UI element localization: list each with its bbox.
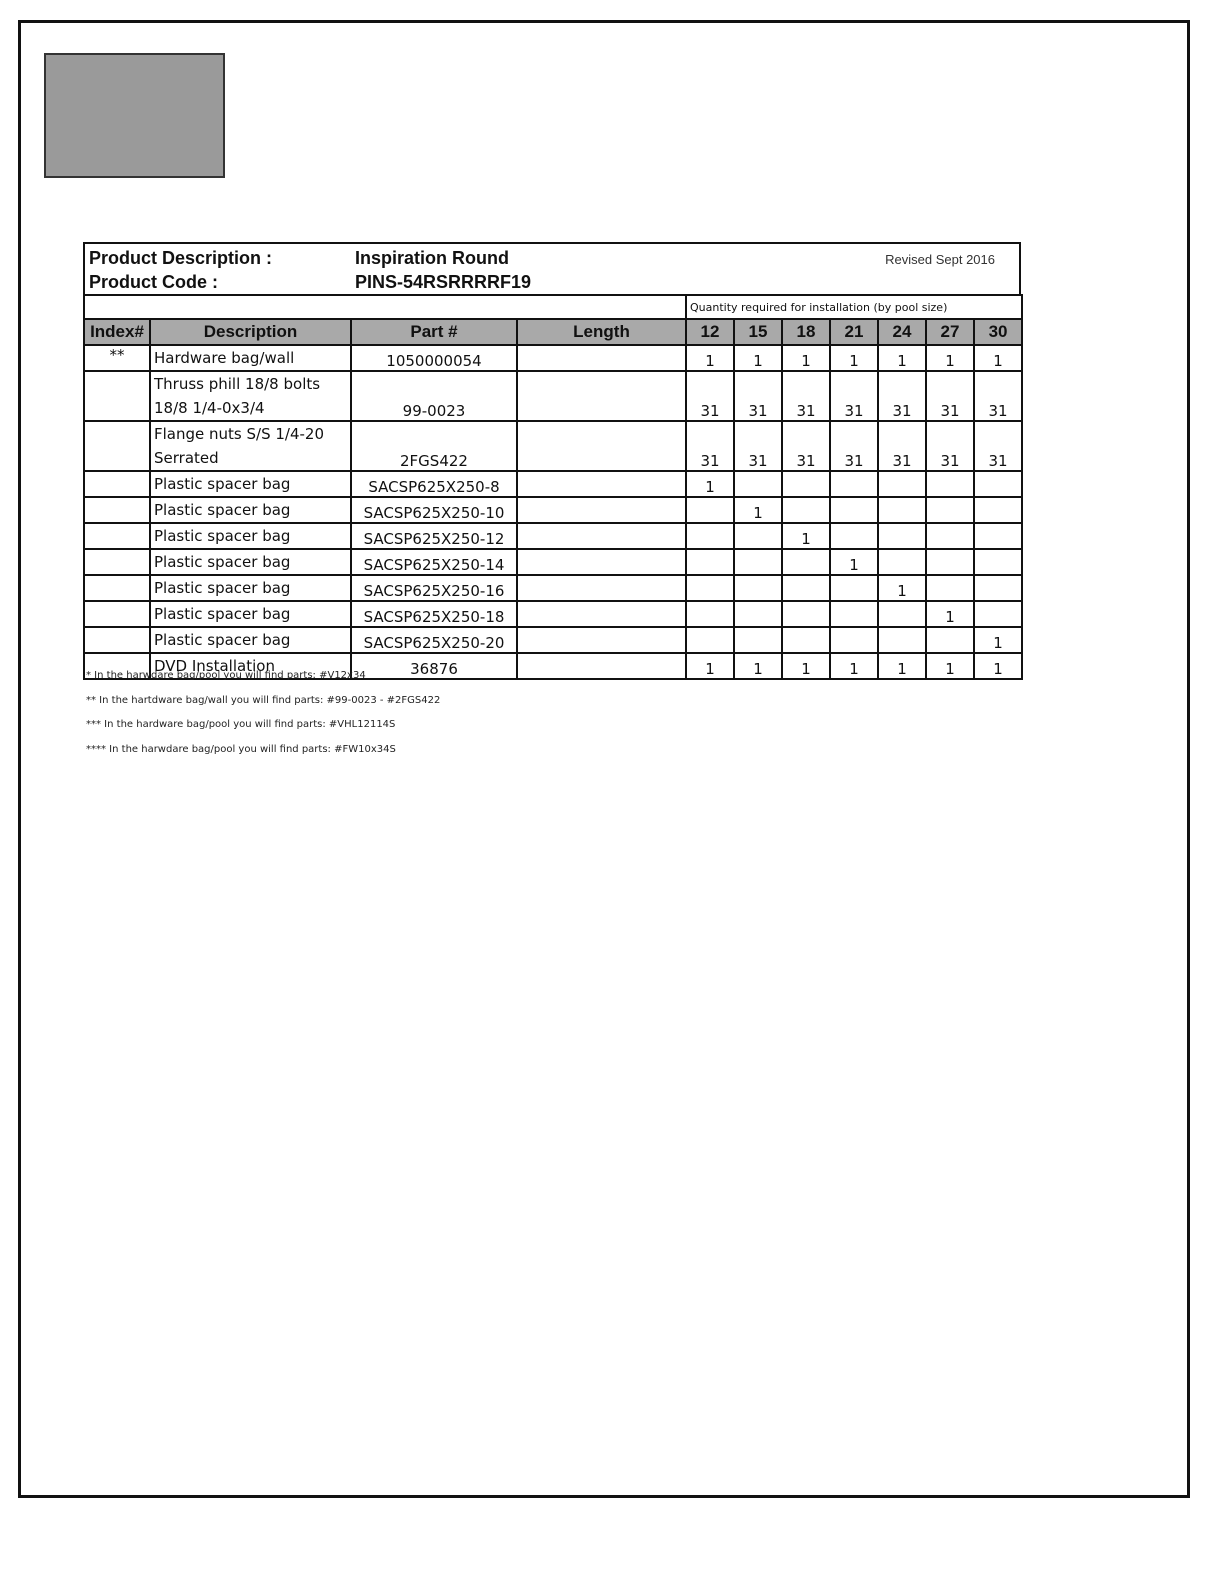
quantity-cell: 31	[686, 421, 734, 471]
table-row	[84, 497, 1022, 523]
quantity-cell: 31	[926, 421, 974, 471]
quantity-cell	[974, 601, 1022, 627]
table-row	[84, 371, 1022, 421]
length-cell	[517, 627, 686, 653]
quantity-cell	[686, 497, 734, 523]
quantity-caption: Quantity required for installation (by pool size)	[686, 295, 1022, 319]
column-header: Part #	[351, 319, 517, 345]
length-cell	[517, 653, 686, 679]
index-cell: **	[84, 345, 150, 371]
description-line: Plastic spacer bag	[154, 527, 291, 545]
quantity-cell: 1	[734, 497, 782, 523]
description-cell	[150, 471, 351, 497]
index-cell	[84, 497, 150, 523]
description-cell	[150, 345, 351, 371]
quantity-cell: 31	[926, 371, 974, 421]
quantity-cell	[734, 549, 782, 575]
quantity-cell	[782, 627, 830, 653]
quantity-cell: 1	[782, 653, 830, 679]
parts-table	[83, 294, 1023, 680]
quantity-cell: 1	[686, 345, 734, 371]
table-row	[84, 471, 1022, 497]
product-code-label: Product Code :	[89, 272, 218, 292]
quantity-cell	[878, 627, 926, 653]
description-line: Thruss phill 18/8 bolts	[154, 375, 321, 393]
quantity-cell: 1	[734, 653, 782, 679]
quantity-cell: 1	[974, 627, 1022, 653]
quantity-cell	[830, 471, 878, 497]
quantity-cell	[686, 601, 734, 627]
quantity-cell: 1	[686, 653, 734, 679]
quantity-cell	[686, 575, 734, 601]
quantity-cell: 1	[830, 653, 878, 679]
quantity-cell: 31	[878, 371, 926, 421]
part-number-cell: 2FGS422	[351, 421, 517, 471]
description-line: Plastic spacer bag	[154, 553, 291, 571]
quantity-cell: 1	[734, 345, 782, 371]
footnote: *** In the hardware bag/pool you will find parts: #VHL12114S	[86, 719, 396, 730]
quantity-cell	[782, 601, 830, 627]
description-cell	[150, 549, 351, 575]
length-cell	[517, 471, 686, 497]
footnote: **** In the harwdare bag/pool you will find parts: #FW10x34S	[86, 743, 396, 755]
logo-placeholder	[44, 53, 225, 178]
length-cell	[517, 549, 686, 575]
length-cell	[517, 575, 686, 601]
description-line: Plastic spacer bag	[154, 501, 291, 519]
quantity-cell: 31	[782, 421, 830, 471]
quantity-cell: 1	[830, 549, 878, 575]
part-number-cell: SACSP625X250-10	[351, 497, 517, 523]
quantity-cell: 1	[974, 345, 1022, 371]
part-number-cell: SACSP625X250-8	[351, 471, 517, 497]
quantity-cell: 31	[830, 371, 878, 421]
column-header: 21	[830, 319, 878, 345]
quantity-cell	[926, 471, 974, 497]
quantity-cell	[830, 601, 878, 627]
description-line: Plastic spacer bag	[154, 631, 291, 649]
quantity-cell	[878, 471, 926, 497]
quantity-cell	[782, 471, 830, 497]
description-cell	[150, 575, 351, 601]
quantity-cell: 1	[830, 345, 878, 371]
quantity-cell	[686, 523, 734, 549]
column-header: 24	[878, 319, 926, 345]
part-number-cell: 99-0023	[351, 371, 517, 421]
table-row	[84, 345, 1022, 371]
quantity-cell	[782, 549, 830, 575]
quantity-cell	[830, 575, 878, 601]
length-cell	[517, 601, 686, 627]
part-number-cell: 36876	[351, 653, 517, 679]
quantity-cell: 31	[686, 371, 734, 421]
description-cell	[150, 601, 351, 627]
quantity-cell	[734, 627, 782, 653]
index-cell	[84, 549, 150, 575]
quantity-cell	[878, 523, 926, 549]
quantity-cell: 1	[782, 345, 830, 371]
quantity-cell	[926, 549, 974, 575]
description-line: DVD Installation	[154, 657, 275, 675]
product-code-value: PINS-54RSRRRRF19	[355, 272, 532, 292]
quantity-cell: 31	[734, 421, 782, 471]
description-line: Flange nuts S/S 1/4-20	[154, 425, 324, 443]
quantity-cell: 1	[878, 575, 926, 601]
column-header: 15	[734, 319, 782, 345]
quantity-cell	[974, 497, 1022, 523]
quantity-cell	[734, 601, 782, 627]
index-cell	[84, 371, 150, 421]
description-cell	[150, 627, 351, 653]
quantity-cell: 1	[878, 653, 926, 679]
product-header	[83, 242, 1021, 294]
parts-sheet	[83, 242, 1021, 680]
part-number-cell: SACSP625X250-20	[351, 627, 517, 653]
description-line: 18/8 1/4-0x3/4	[154, 399, 265, 417]
table-row	[84, 575, 1022, 601]
length-cell	[517, 421, 686, 471]
quantity-cell	[926, 627, 974, 653]
revision-date: Revised Sept 2016	[885, 252, 995, 267]
index-cell	[84, 575, 150, 601]
quantity-cell: 31	[734, 371, 782, 421]
quantity-cell	[830, 497, 878, 523]
footnotes	[86, 668, 440, 766]
quantity-cell: 1	[878, 345, 926, 371]
description-line: Plastic spacer bag	[154, 475, 291, 493]
description-line: Plastic spacer bag	[154, 579, 291, 597]
quantity-cell	[974, 549, 1022, 575]
index-cell	[84, 471, 150, 497]
length-cell	[517, 497, 686, 523]
part-number-cell: 1050000054	[351, 345, 517, 371]
table-row	[84, 601, 1022, 627]
quantity-cell	[686, 549, 734, 575]
product-description-value: Inspiration Round	[355, 248, 509, 268]
quantity-cell	[782, 497, 830, 523]
description-cell	[150, 371, 351, 421]
quantity-cell: 1	[926, 601, 974, 627]
quantity-cell	[926, 497, 974, 523]
quantity-cell: 31	[782, 371, 830, 421]
quantity-cell	[734, 575, 782, 601]
table-row	[84, 421, 1022, 471]
index-cell	[84, 601, 150, 627]
description-cell	[150, 421, 351, 471]
description-line: Serrated	[154, 449, 219, 467]
table-row	[84, 549, 1022, 575]
product-description-label: Product Description :	[89, 248, 273, 268]
column-header: 27	[926, 319, 974, 345]
description-cell	[150, 497, 351, 523]
footnote: * In the harwdare bag/pool you will find parts: #V12x34	[86, 670, 366, 681]
description-line: Hardware bag/wall	[154, 349, 295, 367]
quantity-cell	[974, 575, 1022, 601]
caption-spacer	[84, 295, 686, 319]
quantity-cell	[686, 627, 734, 653]
length-cell	[517, 371, 686, 421]
column-header: Length	[517, 319, 686, 345]
part-number-cell: SACSP625X250-16	[351, 575, 517, 601]
column-header: 12	[686, 319, 734, 345]
description-cell	[150, 523, 351, 549]
quantity-cell: 31	[974, 421, 1022, 471]
quantity-cell	[878, 497, 926, 523]
quantity-cell	[974, 523, 1022, 549]
table-row	[84, 627, 1022, 653]
length-cell	[517, 345, 686, 371]
quantity-cell	[734, 523, 782, 549]
length-cell	[517, 523, 686, 549]
part-number-cell: SACSP625X250-14	[351, 549, 517, 575]
description-line: Plastic spacer bag	[154, 605, 291, 623]
quantity-cell: 1	[686, 471, 734, 497]
quantity-cell: 1	[782, 523, 830, 549]
part-number-cell: SACSP625X250-18	[351, 601, 517, 627]
quantity-cell: 31	[878, 421, 926, 471]
quantity-cell	[782, 575, 830, 601]
quantity-cell	[974, 471, 1022, 497]
index-cell	[84, 421, 150, 471]
quantity-cell	[734, 471, 782, 497]
quantity-cell	[926, 523, 974, 549]
quantity-cell	[878, 549, 926, 575]
quantity-cell: 31	[974, 371, 1022, 421]
column-header: 30	[974, 319, 1022, 345]
column-header: 18	[782, 319, 830, 345]
quantity-cell: 31	[830, 421, 878, 471]
quantity-cell: 1	[974, 653, 1022, 679]
column-header: Index#	[84, 319, 150, 345]
quantity-cell	[830, 523, 878, 549]
column-header: Description	[150, 319, 351, 345]
part-number-cell: SACSP625X250-12	[351, 523, 517, 549]
quantity-cell: 1	[926, 345, 974, 371]
index-cell	[84, 523, 150, 549]
quantity-cell	[830, 627, 878, 653]
quantity-cell	[878, 601, 926, 627]
footnote: ** In the hartdware bag/wall you will find parts: #99-0023 - #2FGS422	[86, 694, 441, 706]
table-row	[84, 523, 1022, 549]
index-cell	[84, 627, 150, 653]
quantity-cell: 1	[926, 653, 974, 679]
quantity-cell	[926, 575, 974, 601]
